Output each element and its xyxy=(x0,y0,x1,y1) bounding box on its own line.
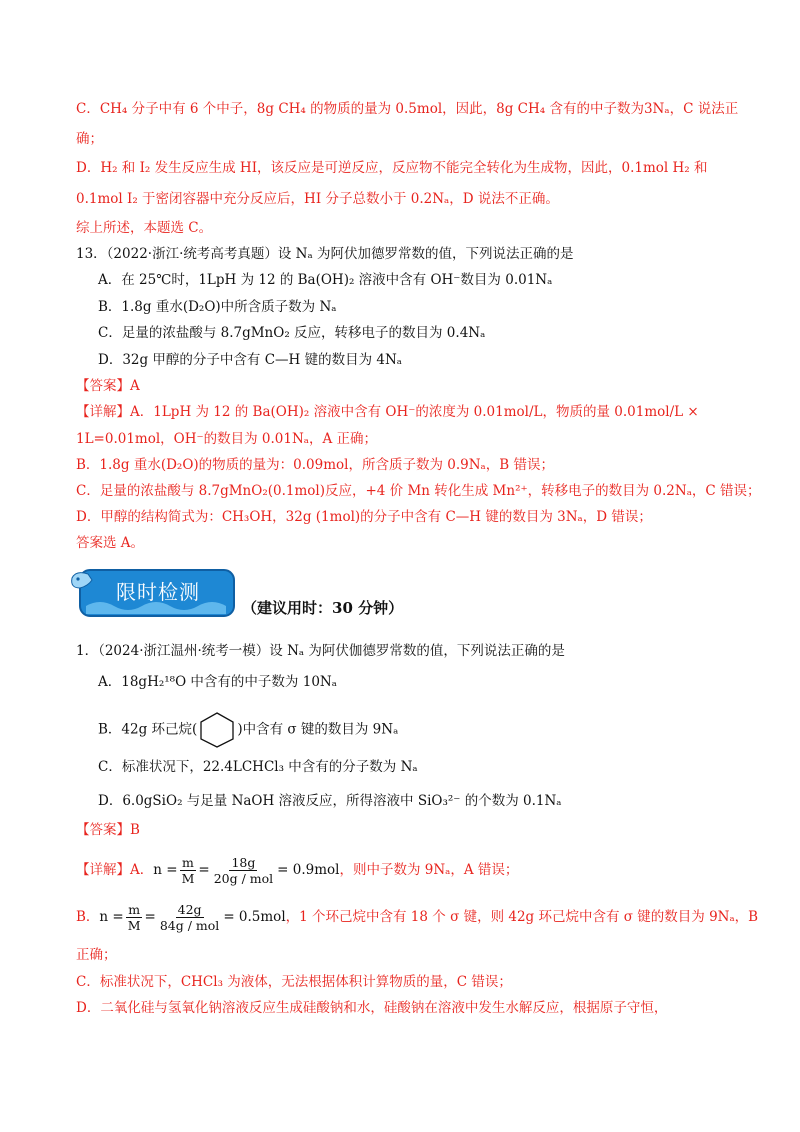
question-1-option-a: A．18gH₂¹⁸O 中含有的中子数为 10Nₐ xyxy=(98,674,337,690)
fraction-m-over-m-a: $\frac{m}{M}$ xyxy=(181,854,195,886)
option-b-text-after: )中含有 σ 键的数目为 9Nₐ xyxy=(237,721,399,738)
molar-formula-b: n = $\frac{m}{M}$ = $\frac{42g}{\text{84g / mol}}$ = 0.5mol xyxy=(99,899,285,935)
explanation-b-suffix: ，1 个环己烷中含有 18 个 σ 键，则 42g 环己烷中含有 σ 键的数目为 9Nₐ，B xyxy=(285,909,759,925)
option-b-text-before: B．42g 环己烷( xyxy=(98,721,198,738)
question-13-explanation-c: C．足量的浓盐酸与 8.7gMnO₂(0.1mol)反应，+4 价 Mn 转化生成 Mn²⁺，转移电子的数目为 0.2Nₐ，C 错误； xyxy=(76,483,761,499)
question-13-stem: 13．（2022·浙江·统考高考真题）设 Nₐ 为阿伏加德罗常数的值，下列说法正确的是 xyxy=(76,246,574,262)
explanation-a-prefix: 【详解】A． xyxy=(76,862,154,878)
question-13-explanation-b: B．1.8g 重水(D₂O)的物质的量为：0.09mol，所含质子数为 0.9Nₐ，B 错误； xyxy=(76,457,554,473)
option-d-explanation-line1: D．H₂ 和 I₂ 发生反应生成 HI，该反应是可逆反应，反应物不能完全转化为生成物，因此，0.1mol H₂ 和 xyxy=(76,160,708,176)
question-13-answer: 【答案】A xyxy=(76,378,140,394)
cyclohexane-structure-icon xyxy=(197,711,237,749)
formula-b-result: = 0.5mol xyxy=(223,909,286,925)
question-1-option-c: C．标准状况下，22.4LCHCl₃ 中含有的分子数为 Nₐ xyxy=(98,759,418,775)
explanation-a-suffix: ，则中子数为 9Nₐ，A 错误； xyxy=(339,862,519,878)
question-13-option-a: A．在 25℃时，1LpH 为 12 的 Ba(OH)₂ 溶液中含有 OH⁻数目为 0.01Nₐ xyxy=(98,272,553,288)
question-1-option-d: D．6.0gSiO₂ 与足量 NaOH 溶液反应，所得溶液中 SiO₃²⁻ 的个数为 0.1Nₐ xyxy=(98,793,562,809)
question-1-stem: 1．（2024·浙江温州·统考一模）设 Nₐ 为阿伏伽德罗常数的值，下列说法正确的是 xyxy=(76,643,565,659)
fraction-mass-over-molar-b: $\frac{42g}{\text{84g / mol}}$ xyxy=(159,901,220,933)
section-banner-title: 限时检测 xyxy=(116,579,200,604)
explanation-b-prefix: B． xyxy=(76,909,100,925)
question-13-explanation-d: D．甲醇的结构简式为：CH₃OH，32g (1mol)的分子中含有 C—H 键的数目为 3Nₐ，D 错误； xyxy=(76,509,652,525)
formula-a-n: n = xyxy=(153,862,178,878)
fraction-mass-over-molar-a: $\frac{18g}{\text{20g / mol}}$ xyxy=(213,854,274,886)
question-1-explanation-b2: 正确； xyxy=(76,947,117,963)
question-13-explanation-a1: 【详解】A．1LpH 为 12 的 Ba(OH)₂ 溶液中含有 OH⁻的浓度为 0.01mol/L，物质的量 0.01mol/L × xyxy=(76,404,699,420)
question-1-explanation-b xyxy=(76,899,758,935)
question-13-option-b: B．1.8g 重水(D₂O)中所含质子数为 Nₐ xyxy=(98,299,337,315)
option-c-explanation-line1: C．CH₄ 分子中有 6 个中子，8g CH₄ 的物质的量为 0.5mol，因此，8g CH₄ 含有的中子数为3Nₐ，C 说法正 xyxy=(76,101,739,117)
question-13-explanation-a2: 1L=0.01mol，OH⁻的数目为 0.01Nₐ，A 正确； xyxy=(76,431,378,447)
question-1-option-b xyxy=(98,711,398,749)
question-13-option-c: C．足量的浓盐酸与 8.7gMnO₂ 反应，转移电子的数目为 0.4Nₐ xyxy=(98,325,486,341)
question-13-final: 答案选 A。 xyxy=(76,535,145,551)
summary-line: 综上所述，本题选 C。 xyxy=(76,220,213,236)
option-c-explanation-line2: 确； xyxy=(76,131,103,147)
question-13-option-d: D．32g 甲醇的分子中含有 C—H 键的数目为 4Nₐ xyxy=(98,352,403,368)
question-1-explanation-c: C．标准状况下，CHCl₃ 为液体，无法根据体积计算物质的量，C 错误； xyxy=(76,974,512,990)
formula-b-n: n = xyxy=(99,909,124,925)
question-1-answer: 【答案】B xyxy=(76,822,140,838)
fraction-m-over-m-b: $\frac{m}{M}$ xyxy=(127,901,141,933)
suggested-time-note: （建议用时：30 分钟） xyxy=(242,599,404,617)
question-1-explanation-a xyxy=(76,852,518,888)
molar-formula-a: n = $\frac{m}{M}$ = $\frac{18g}{\text{20g / mol}}$ = 0.9mol xyxy=(153,852,339,888)
formula-a-result: = 0.9mol xyxy=(277,862,340,878)
option-d-explanation-line2: 0.1mol I₂ 于密闭容器中充分反应后，HI 分子总数小于 0.2Nₐ，D 说法不正确。 xyxy=(76,191,559,207)
question-1-explanation-d: D．二氧化硅与氢氧化钠溶液反应生成硅酸钠和水，硅酸钠在溶液中发生水解反应，根据原子守恒， xyxy=(76,1000,668,1016)
